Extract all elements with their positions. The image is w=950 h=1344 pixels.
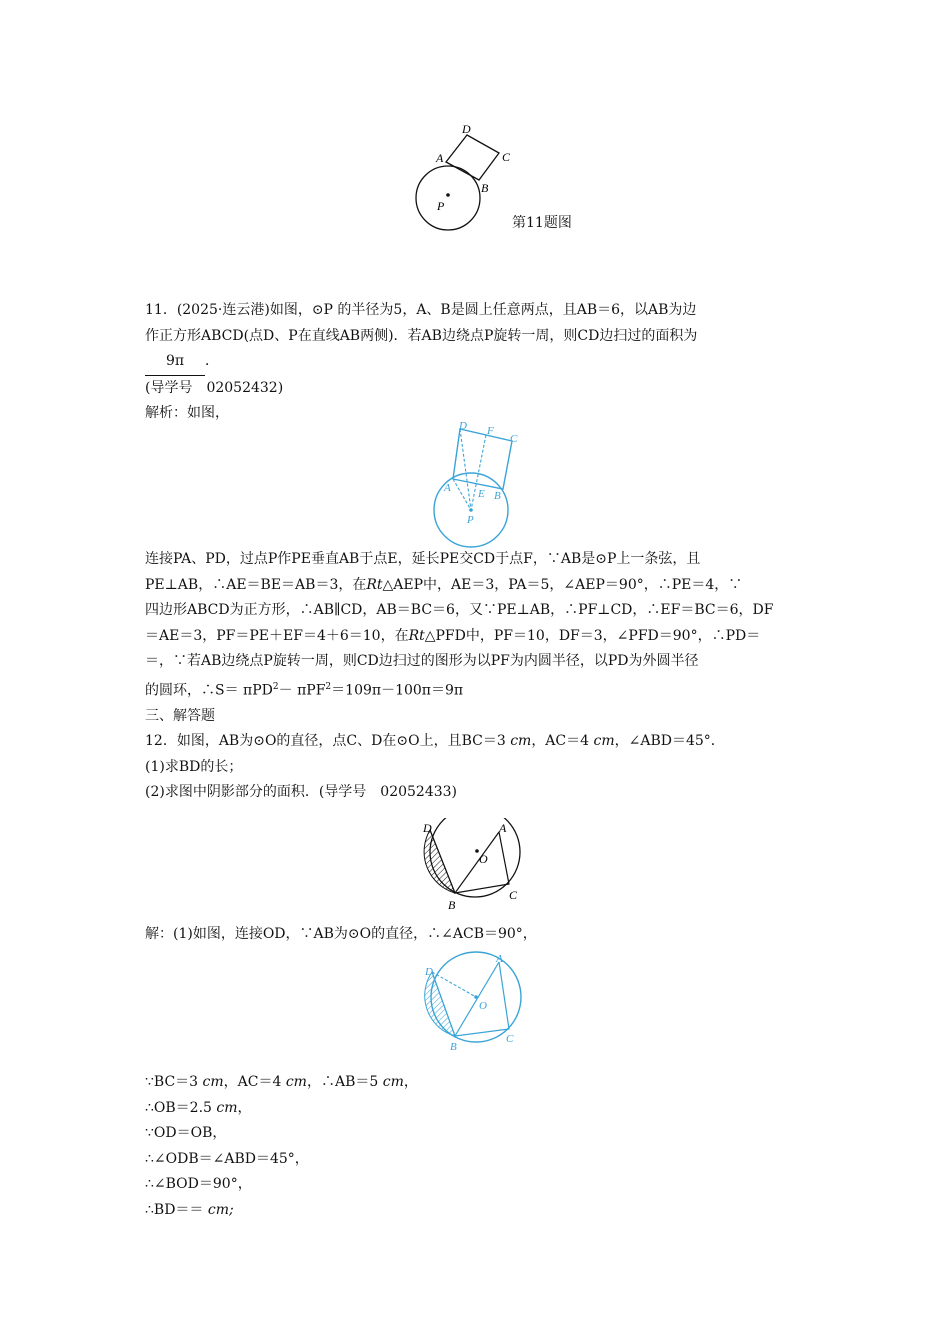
q12-stem [145,729,810,755]
q12-stem-b: ，AC＝4 [531,733,594,750]
label-o: O [479,852,488,866]
unit-cm: cm [285,1074,307,1090]
q12-sub1: (1)求BD的长； [145,758,243,775]
unit-cm: cm [510,733,532,750]
unit-cm: cm [216,1099,238,1116]
q11-line2: 作正方形ABCD(点D、P在直线AB两侧)．若AB边绕点P旋转一周，则CD边扫过的面积为 [145,327,698,344]
solution-11 [145,547,810,806]
sol12-line3-b: ， [237,1099,252,1116]
sol11-line4 [145,624,810,650]
unit-cm: cm [593,733,615,750]
sol12-line2-c: ，∴AB＝5 [306,1074,383,1090]
square-abcd-blue [453,429,512,489]
label-f: F [487,425,494,437]
label-c: C [502,150,511,164]
q11-answer: 9π [145,349,205,376]
label-p: P [467,514,474,526]
sol11-line6-c: ＝109π－100π＝9π [331,682,464,699]
shaded-segment-blue [425,972,455,1036]
sol12-line2-a: ∵BC＝3 [145,1074,203,1090]
label-a: A [436,151,444,165]
sup-2: 2 [325,681,332,692]
sol11-line2-a: PE⊥AB，∴AE＝BE＝AB＝3，在 [145,576,367,593]
figure-11-solution [425,418,525,550]
rt-italic: Rt [366,576,383,593]
figure-12-solution [420,950,532,1054]
unit-cm: cm [202,1074,224,1090]
sol12-line4: ∵OD＝OB， [145,1125,227,1141]
q11-analysis-label: 解析：如图， [145,405,229,421]
sol12-line5: ∴∠ODB＝∠ABD＝45°， [145,1150,309,1167]
label-d: D [459,420,467,432]
sol11-line4-b: △PFD中，PF＝10，DF＝3，∠PFD＝90°，∴PD＝ [424,627,761,644]
figure-11-caption: 第11题图 [512,215,572,231]
problem-11 [145,298,810,427]
q11-answer-end: ． [205,353,219,369]
q12-stem-a: 12．如图，AB为⊙O的直径，点C、D在⊙O上，且BC＝3 [145,733,511,750]
q11-guide: (导学号 02052432) [145,379,284,396]
segment-pa [453,479,471,510]
label-a: A [499,821,507,835]
figure-11 [405,118,520,233]
label-b: B [494,490,501,502]
solution-12-intro [145,922,810,948]
q12-sub2: (2)求图中阴影部分的面积．(导学号 02052433) [145,784,458,801]
segment-pd [460,429,471,510]
label-a: A [444,482,451,494]
label-c: C [506,1033,514,1045]
sol12-line1: 解：(1)如图，连接OD，∵AB为⊙O的直径，∴∠ACB＝90°， [145,926,537,942]
square-abcd [446,135,499,180]
sol12-line7-a: ∴BD＝＝ [145,1201,208,1218]
sol12-line3 [145,1096,810,1122]
label-p: P [437,199,445,213]
sup-2: 2 [272,681,279,692]
label-c: C [510,433,518,445]
q12-stem-c: ，∠ABD＝45°． [614,733,725,750]
unit-cm: cm; [207,1201,234,1218]
rt-italic: Rt [408,627,425,644]
sol12-line2-d: ， [403,1074,418,1090]
sol11-line5: ＝，∵若AB边绕点P旋转一周，则CD边扫过的图形为以PF为内圆半径，以PD为外圆半径 [145,653,699,669]
sol12-line2-b: ，AC＝4 [223,1074,286,1090]
section-heading: 三、解答题 [145,707,215,724]
sol12-line3-a: ∴OB＝2.5 [145,1099,217,1116]
figure-12 [418,818,533,914]
sol11-line6 [145,675,810,704]
label-o: O [479,1000,487,1012]
sol12-line7 [145,1198,810,1224]
label-d: D [462,122,471,136]
sol12-line6: ∴∠BOD＝90°， [145,1176,252,1192]
sol12-line2 [145,1070,810,1096]
label-d: D [423,821,432,835]
sol11-line1: 连接PA、PD，过点P作PE垂直AB于点E，延长PE交CD于点F，∵AB是⊙P上一条弦，且 [145,551,701,567]
triangle-abc-blue [455,962,509,1036]
label-b: B [450,1041,457,1053]
q11-answer-line [145,349,810,376]
label-b: B [481,181,489,195]
sol11-line2 [145,573,810,599]
shaded-segment [424,830,455,893]
sol11-line6-a: 的圆环，∴S＝ πPD [145,682,273,699]
sol11-line3: 四边形ABCD为正方形，∴AB∥CD，AB＝BC＝6，又∵PE⊥AB，∴PF⊥CD，∴EF＝BC＝6，DF [145,602,774,618]
label-a: A [496,953,503,965]
q11-line1: 11．(2025·连云港)如图，⊙P 的半径为5，A、B是圆上任意两点，且AB＝6，以AB为边 [145,302,697,318]
sol11-line4-a: ＝AE＝3，PF＝PE＋EF＝4＋6＝10，在 [145,627,409,644]
center-dot-blue [469,508,473,512]
label-c: C [509,888,518,902]
label-b: B [448,898,456,912]
unit-cm: cm [382,1074,404,1090]
center-dot-blue [474,995,478,999]
sol11-line6-b: － πPF [278,682,326,699]
label-e: E [478,488,485,500]
center-dot [446,193,450,197]
solution-12-steps [145,1070,810,1223]
label-d: D [425,966,433,978]
sol11-line2-b: △AEP中，AE＝3，PA＝5，∠AEP＝90°，∴PE＝4，∵ [382,576,743,593]
